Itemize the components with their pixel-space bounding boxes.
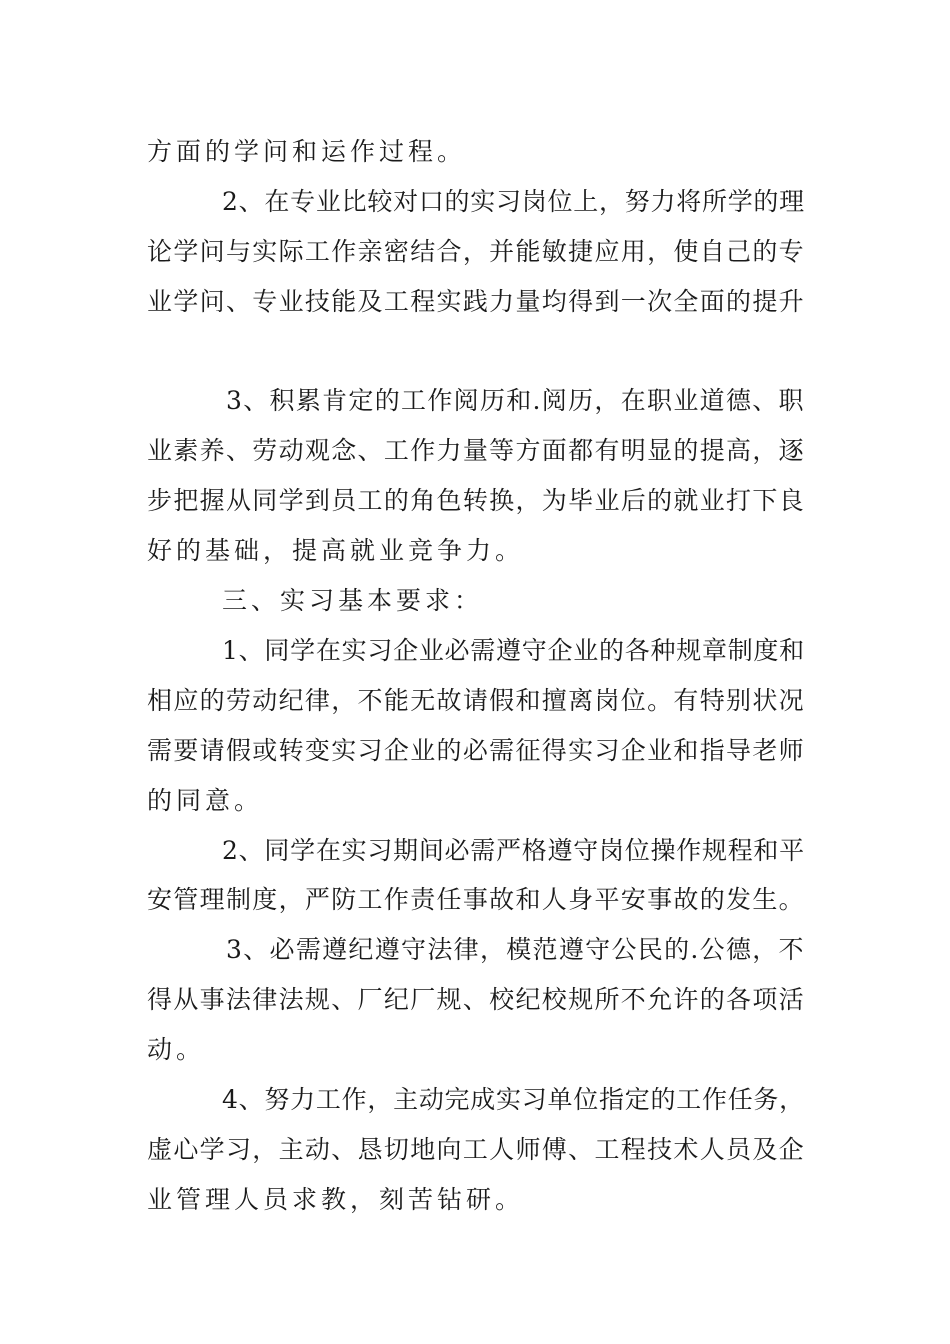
text-line: 3、积累肯定的工作阅历和.阅历，在职业道德、职	[226, 386, 805, 415]
section-heading: 三、实习基本要求：	[222, 586, 484, 615]
text-line: 步把握从同学到员工的角色转换，为毕业后的就业打下良	[147, 486, 806, 515]
text-line: 论学问与实际工作亲密结合，并能敏捷应用，使自己的专	[147, 237, 806, 266]
text-line: 虚心学习，主动、恳切地向工人师傅、工程技术人员及企	[147, 1135, 806, 1164]
text-line: 的同意。	[147, 786, 264, 815]
text-line: 方面的学问和运作过程。	[147, 137, 467, 166]
text-line: 相应的劳动纪律，不能无故请假和擅离岗位。有特别状况	[147, 686, 806, 715]
text-line: 2、同学在实习期间必需严格遵守岗位操作规程和平	[222, 836, 805, 865]
text-line: 3、必需遵纪遵守法律，模范遵守公民的.公德，不	[226, 935, 805, 964]
text-line: 业素养、劳动观念、工作力量等方面都有明显的提高，逐	[147, 436, 806, 465]
text-line: 1、同学在实习企业必需遵守企业的各种规章制度和	[222, 636, 805, 665]
text-line: 好的基础，提高就业竞争力。	[147, 536, 525, 565]
text-line: 需要请假或转变实习企业的必需征得实习企业和指导老师	[147, 736, 806, 765]
text-line: 得从事法律法规、厂纪厂规、校纪校规所不允许的各项活	[147, 985, 806, 1014]
text-line: 业管理人员求教，刻苦钻研。	[147, 1185, 525, 1214]
text-line: 动。	[147, 1035, 206, 1064]
text-line: 2、在专业比较对口的实习岗位上，努力将所学的理	[222, 187, 805, 216]
text-line: 4、努力工作，主动完成实习单位指定的工作任务，	[222, 1085, 805, 1114]
text-line: 安管理制度，严防工作责任事故和人身平安事故的发生。	[147, 885, 806, 914]
text-line: 业学问、专业技能及工程实践力量均得到一次全面的提升	[147, 287, 806, 316]
